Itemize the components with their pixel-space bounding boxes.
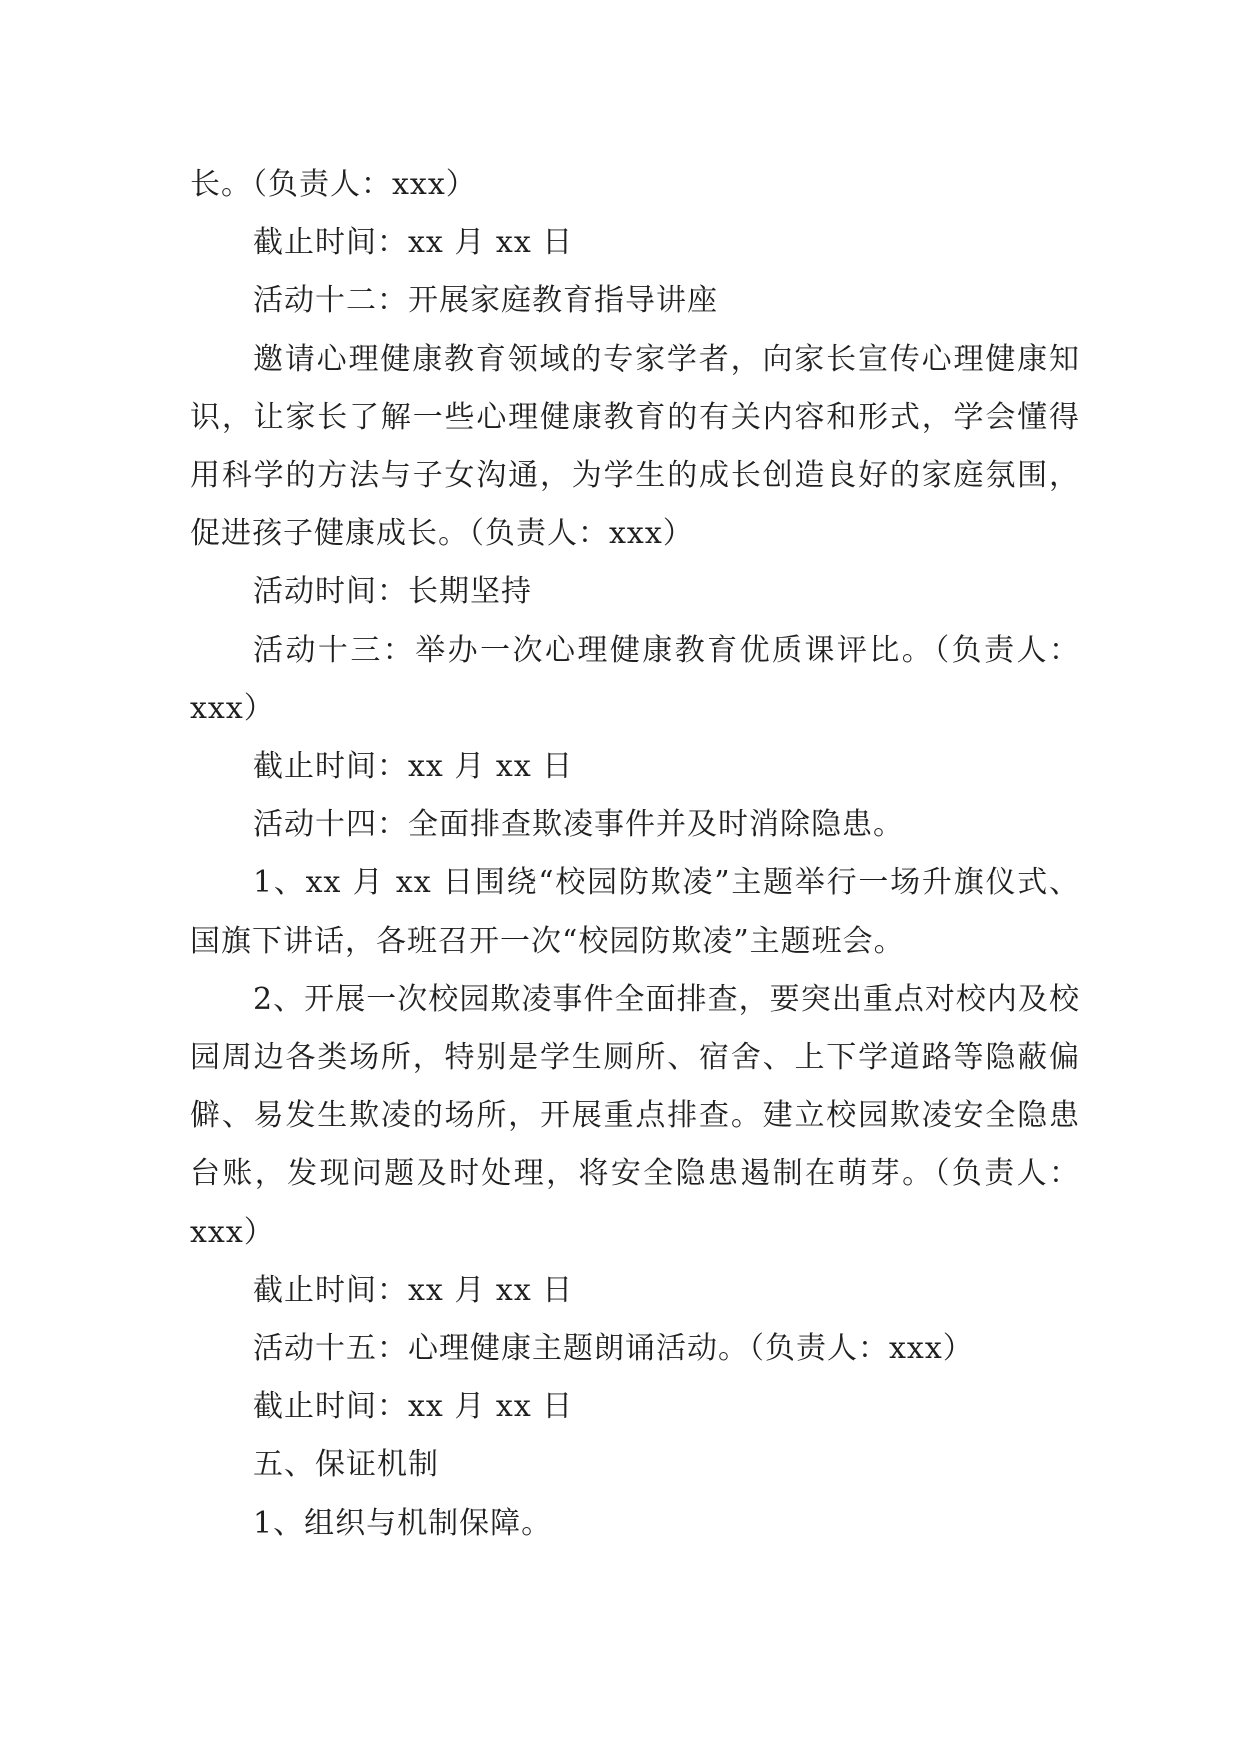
paragraph-activity-14-item-1: 1、xx 月 xx 日围绕“校园防欺凌”主题举行一场升旗仪式、国旗下讲话，各班召开一次“校园防欺凌”主题班会。 (190, 865, 1080, 959)
paragraph-activity-14-item-2: 2、开展一次校园欺凌事件全面排查，要突出重点对校内及校园周边各类场所，特别是学生厕所、宿舍、上下学道路等隐蔽偏僻、易发生欺凌的场所，开展重点排查。建立校园欺凌安全隐患台账，发现问题及时处理，将安全隐患遏制在萌芽。（负责人：xxx） (190, 981, 1080, 1250)
paragraph-continuation: 长。（负责人：xxx） (190, 167, 477, 202)
paragraph-deadline: 截止时间：xx 月 xx 日 (253, 1272, 574, 1308)
paragraph-deadline: 截止时间：xx 月 xx 日 (253, 225, 574, 261)
paragraph-activity-12-body: 邀请心理健康教育领域的专家学者，向家长宣传心理健康知识，让家长了解一些心理健康教育的有关内容和形式，学会懂得用科学的方法与子女沟通，为学生的成长创造良好的家庭氛围，促进孩子健康成长。（负责人：xxx） (190, 341, 1080, 552)
paragraph-activity-12-title: 活动十二：开展家庭教育指导讲座 (253, 283, 718, 319)
paragraph-guarantee-item-1: 1、组织与机制保障。 (253, 1505, 553, 1541)
document-body (190, 156, 1080, 1553)
section-heading-guarantee: 五、保证机制 (253, 1447, 439, 1483)
paragraph-activity-14-title: 活动十四：全面排查欺凌事件并及时消除隐患。 (253, 807, 904, 843)
paragraph-activity-15: 活动十五：心理健康主题朗诵活动。（负责人：xxx） (253, 1331, 974, 1367)
paragraph-activity-13: 活动十三：举办一次心理健康教育优质课评比。（负责人：xxx） (190, 632, 1080, 726)
paragraph-deadline: 截止时间：xx 月 xx 日 (253, 749, 574, 785)
paragraph-deadline: 截止时间：xx 月 xx 日 (253, 1389, 574, 1425)
paragraph-activity-time: 活动时间：长期坚持 (253, 574, 532, 610)
